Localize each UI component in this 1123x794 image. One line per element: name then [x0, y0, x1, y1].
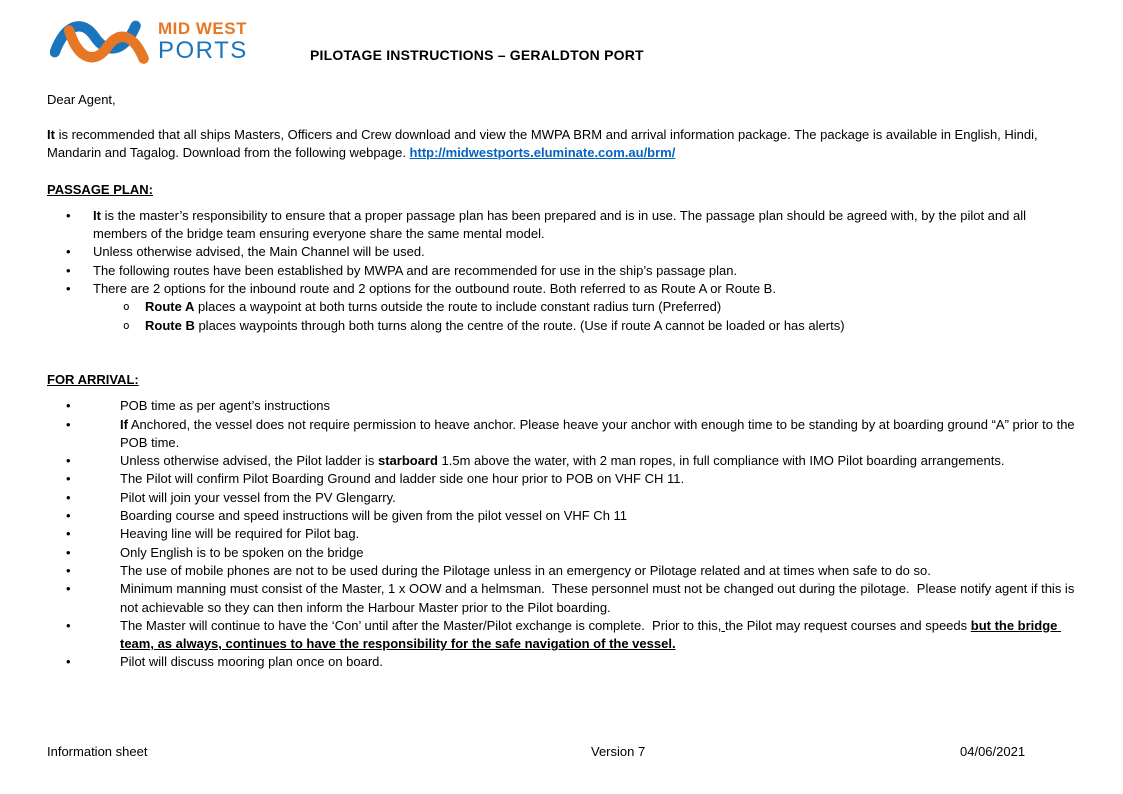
footer-document-type: Information sheet	[47, 744, 148, 759]
intro-paragraph	[47, 126, 1077, 163]
bullet-item	[47, 617, 1077, 654]
webpage-link[interactable]: http://midwestports.eluminate.com.au/brm/	[409, 145, 676, 161]
text-segment: Only English is to be spoken on the bridge	[120, 544, 364, 560]
text-segment: Pilot will join your vessel from the PV Glengarry.	[120, 489, 396, 505]
text-segment: Heaving line will be required for Pilot bag.	[120, 526, 360, 542]
bullet-marker: •	[66, 262, 71, 278]
text-segment: places a waypoint at both turns outside the route to include constant radius turn (Preferred)	[194, 299, 722, 315]
circle-bullet-marker: o	[123, 300, 130, 314]
bullet-item	[47, 298, 1077, 316]
bullet-marker: •	[66, 453, 71, 469]
bullet-marker: •	[66, 581, 71, 597]
footer-version: Version 7	[591, 744, 646, 759]
text-segment: The Pilot will confirm Pilot Boarding Ground and ladder side one hour prior to POB on VHF CH 11.	[120, 471, 685, 487]
text-segment: Unless otherwise advised, the Main Channel will be used.	[93, 244, 425, 260]
bullet-item	[47, 397, 1077, 415]
bullet-marker: •	[66, 654, 71, 670]
bullet-item	[47, 562, 1077, 580]
logo-text	[158, 20, 248, 63]
bullet-list	[47, 207, 1077, 335]
bullet-item	[47, 280, 1077, 298]
text-segment: Pilot will discuss mooring plan once on board.	[120, 654, 384, 670]
bullet-marker: •	[66, 544, 71, 560]
text-segment: but the bridge team, as always, continues to have the responsibility for the safe navigation of the vessel.	[120, 617, 1062, 652]
text-segment: Route B	[145, 317, 195, 333]
bullet-marker: •	[66, 508, 71, 524]
midwest-ports-logo	[50, 12, 248, 70]
text-segment: Boarding course and speed instructions will be given from the pilot vessel on VHF Ch 11	[120, 508, 628, 524]
bullet-item	[47, 452, 1077, 470]
bullet-item	[47, 653, 1077, 671]
page-title: PILOTAGE INSTRUCTIONS – GERALDTON PORT	[310, 47, 644, 63]
bullet-item	[47, 243, 1077, 261]
text-segment: The Master will continue to have the ‘Con’ until after the Master/Pilot exchange is complete. Prior to this,	[120, 617, 722, 633]
bullet-marker: •	[66, 281, 71, 297]
text-segment: 1.5m above the water, with 2 man ropes, in full compliance with IMO Pilot boarding arrangements.	[437, 453, 1005, 469]
wave-logo-icon	[50, 12, 154, 70]
bullet-item	[47, 489, 1077, 507]
bullet-marker: •	[66, 526, 71, 542]
section-heading: PASSAGE PLAN:	[47, 181, 153, 197]
bullet-item	[47, 507, 1077, 525]
logo-line-ports: PORTS	[158, 36, 248, 64]
bullet-marker: •	[66, 207, 71, 223]
bullet-item	[47, 544, 1077, 562]
bullet-list	[47, 397, 1077, 671]
text-segment: It	[47, 127, 55, 142]
salutation: Dear Agent,	[47, 92, 116, 107]
text-segment: Minimum manning must consist of the Master, 1 x OOW and a helmsman. These personnel must not be changed out during the pilotage. Please notify agent if this is not achievable so they can then inform the Harbour Master prior to the Pilot boarding.	[120, 581, 1078, 615]
bullet-item	[47, 470, 1077, 488]
text-segment: The following routes have been established by MWPA and are recommended for use in the ship’s passage plan.	[93, 262, 738, 278]
document-body	[47, 91, 1077, 672]
bullet-item	[47, 317, 1077, 335]
bullet-marker: •	[66, 398, 71, 414]
bullet-marker: •	[66, 244, 71, 260]
bullet-marker: •	[66, 416, 71, 432]
text-segment: Anchored, the vessel does not require permission to heave anchor. Please heave your anchor with enough time to be standing by at boarding ground “A” prior to the POB time.	[120, 416, 1079, 450]
bullet-marker: •	[66, 562, 71, 578]
text-segment: the Pilot may request courses and speeds	[725, 617, 971, 633]
logo-line-midwest: MID WEST	[158, 18, 247, 38]
bullet-item	[47, 207, 1077, 244]
section	[47, 181, 1077, 335]
text-segment: The use of mobile phones are not to be used during the Pilotage unless in an emergency or Pilotage related and at times when safe to do so.	[120, 562, 931, 578]
bullet-marker: •	[66, 617, 71, 633]
bullet-item	[47, 580, 1077, 617]
bullet-item	[47, 416, 1077, 453]
text-segment: Unless otherwise advised, the Pilot ladder is	[120, 453, 378, 469]
bullet-item	[47, 262, 1077, 280]
text-segment: POB time as per agent’s instructions	[120, 398, 331, 414]
section-heading: FOR ARRIVAL:	[47, 371, 139, 387]
text-segment: starboard	[377, 453, 438, 469]
bullet-marker: •	[66, 471, 71, 487]
text-segment: is the master’s responsibility to ensure that a proper passage plan has been prepared and is in use. The passage plan should be agreed with, by the pilot and all members of the bridge team ensuring everyone share the same mental model.	[93, 207, 1030, 242]
bullet-marker: •	[66, 489, 71, 505]
text-segment: places waypoints through both turns along the centre of the route. (Use if route A cannot be loaded or has alerts)	[194, 317, 845, 333]
text-segment: is recommended that all ships Masters, Officers and Crew download and view the MWPA BRM and arrival information package. The package is available in English, Hindi, Mandarin and Tagalog. Download from the following webpage.	[47, 127, 1042, 161]
text-segment: It	[93, 207, 101, 223]
bullet-item	[47, 525, 1077, 543]
footer-date: 04/06/2021	[960, 744, 1026, 759]
text-segment: There are 2 options for the inbound route and 2 options for the outbound route. Both referred to as Route A or Route B.	[93, 281, 776, 297]
document-footer	[0, 744, 1123, 764]
text-segment: Route A	[145, 299, 195, 315]
section	[47, 371, 1077, 672]
document-header	[0, 0, 1123, 88]
text-segment: If	[120, 416, 128, 432]
circle-bullet-marker: o	[123, 318, 130, 332]
sections-root	[47, 181, 1077, 672]
